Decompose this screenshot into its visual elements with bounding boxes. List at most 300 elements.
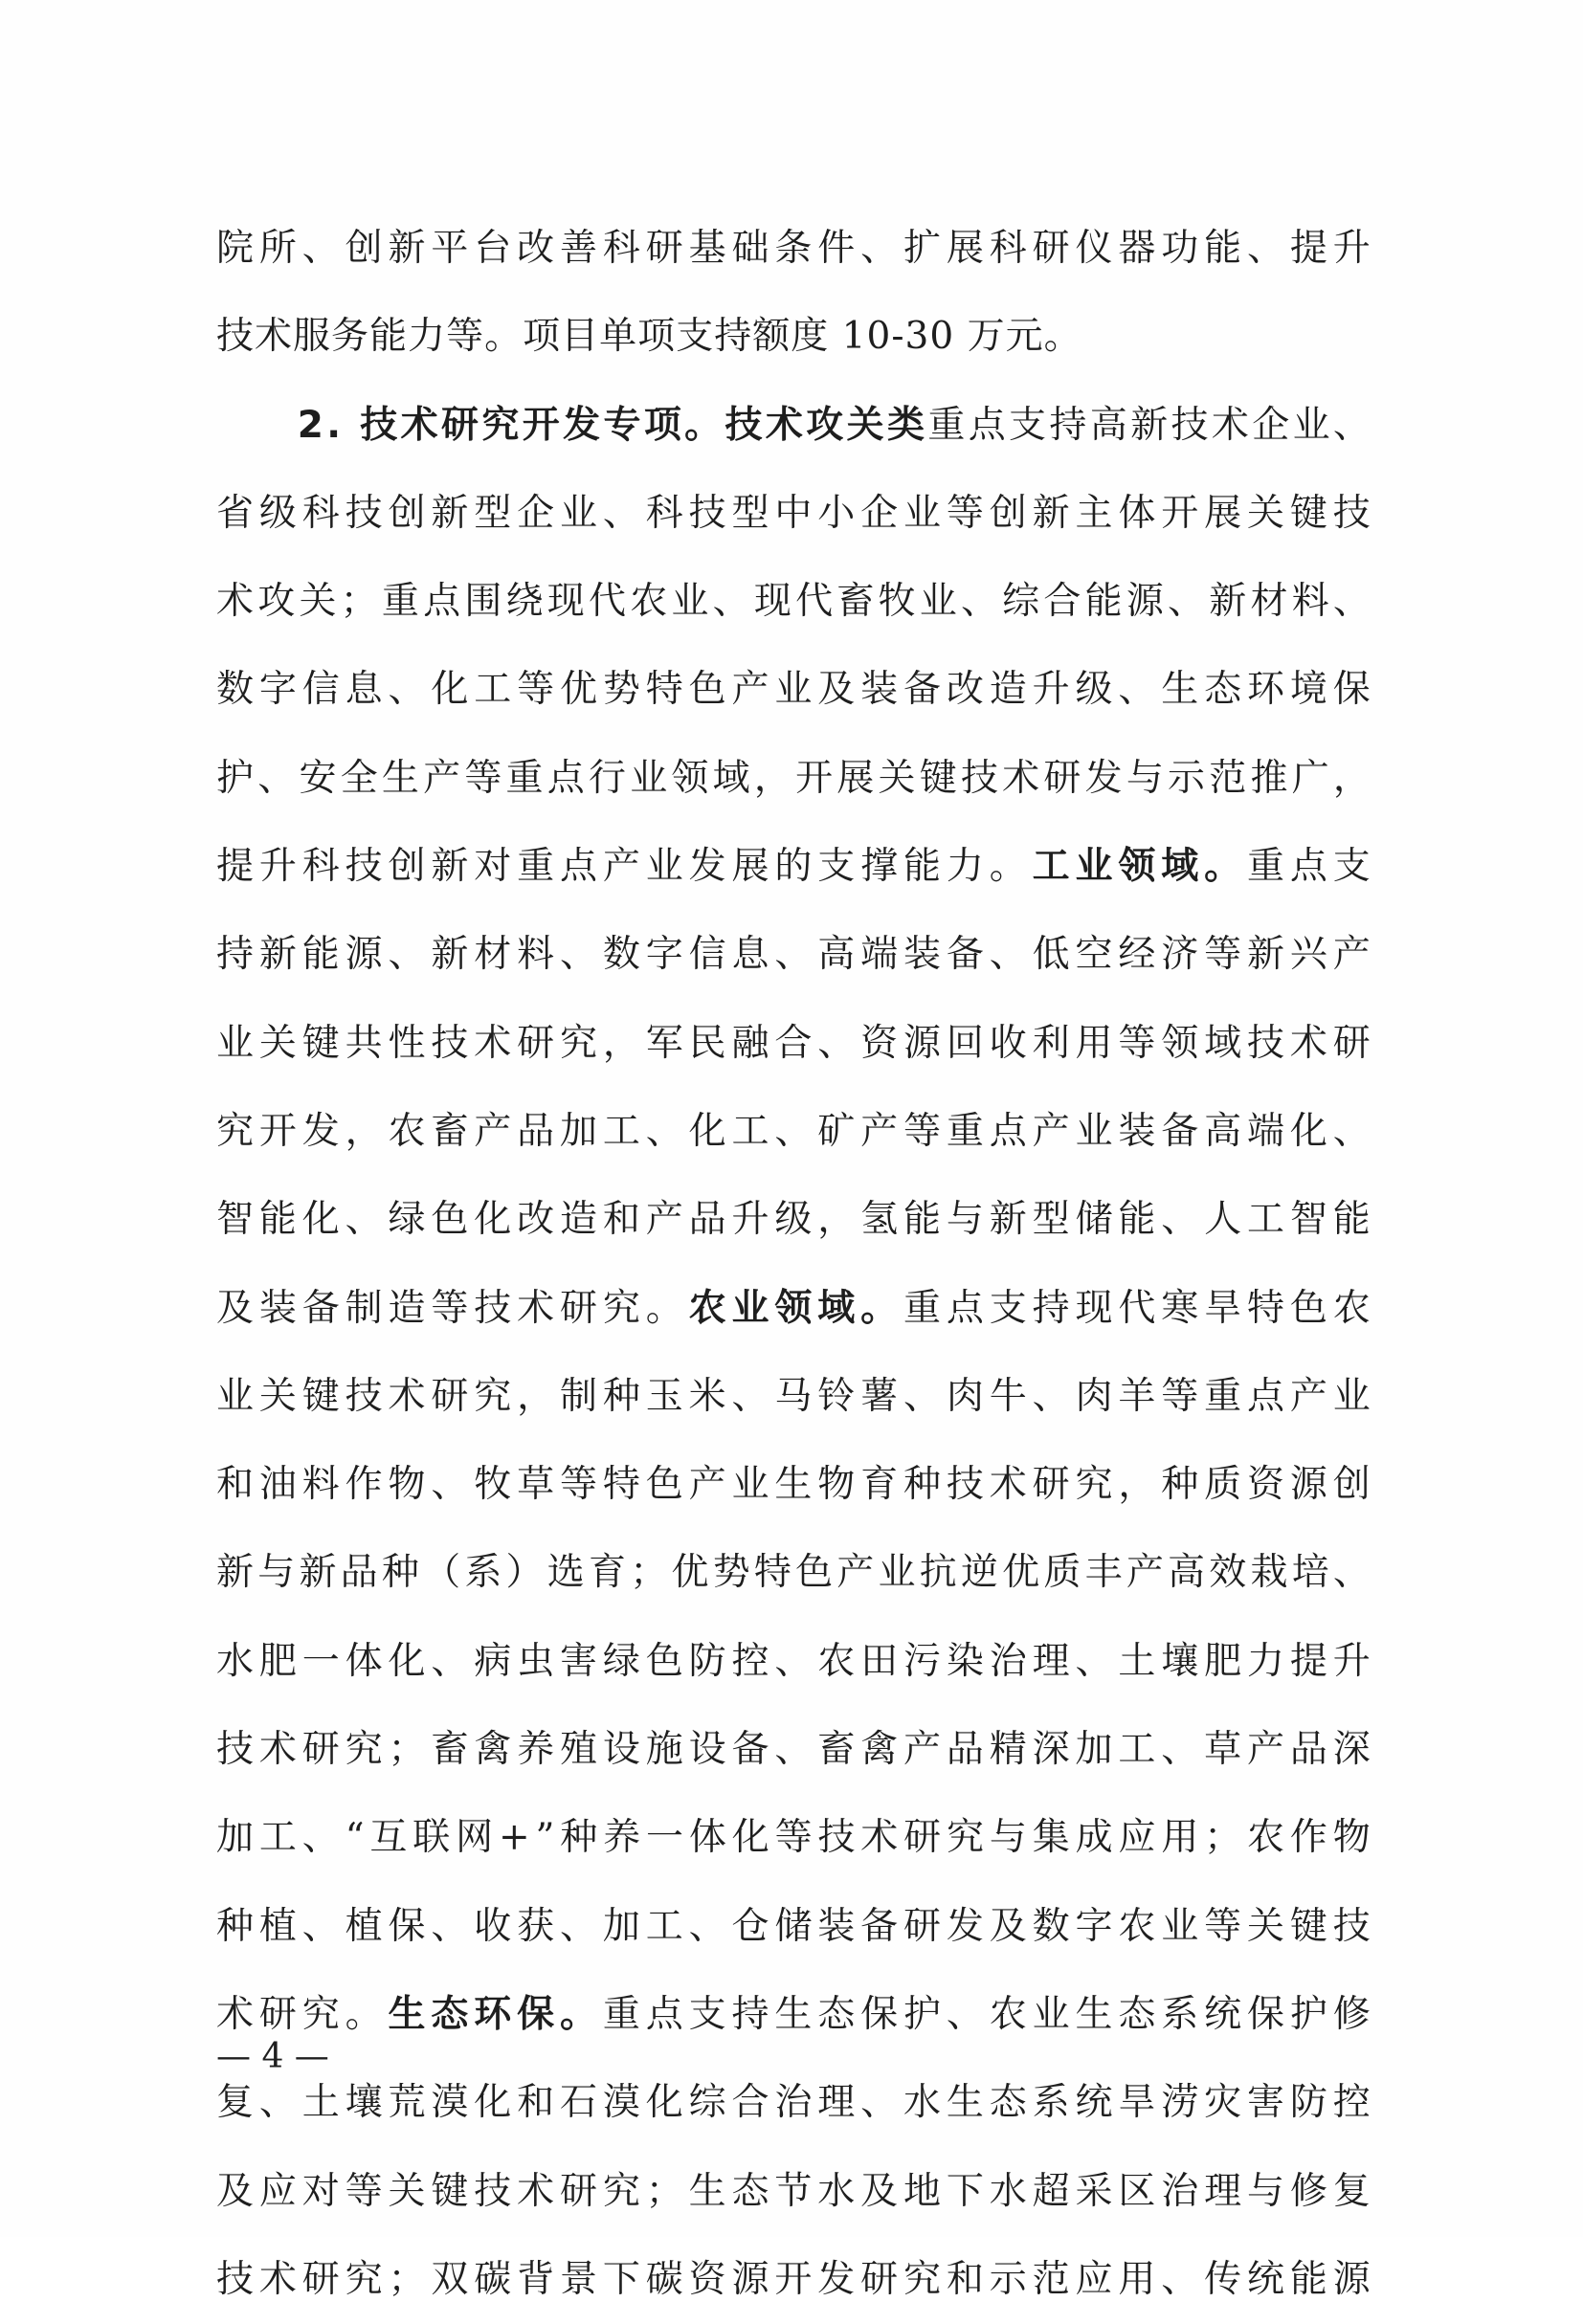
text-char: 复	[216, 2081, 255, 2125]
text-char: 代	[588, 580, 626, 624]
text-char: 化	[731, 1816, 769, 1860]
text-char: 、	[560, 1904, 598, 1948]
text-char: 备	[903, 668, 942, 712]
text-char: 对	[301, 2169, 340, 2213]
text-char: 合	[731, 2081, 769, 2125]
text-char: 改	[946, 668, 984, 712]
text-char: 仪	[1075, 227, 1113, 270]
text-char: 持	[714, 315, 752, 359]
text-char: 、	[560, 933, 598, 977]
text-char: 的	[774, 845, 813, 889]
text-char: 景	[560, 2257, 598, 2301]
body-text	[216, 205, 1371, 2324]
text-char: 产	[645, 1198, 683, 1242]
text-line	[216, 823, 1371, 911]
text-char: 域	[1204, 1021, 1242, 1065]
text-char: 技	[1171, 403, 1209, 447]
text-char: 米	[688, 1374, 726, 1418]
text-char: 壤	[1161, 1639, 1199, 1683]
bold-heading-char: 开	[522, 403, 560, 447]
text-char: 点	[1289, 845, 1327, 889]
text-char: 制	[345, 1286, 383, 1330]
text-char: 养	[603, 1816, 641, 1860]
text-char: 业	[1332, 1374, 1371, 1418]
text-char: 产	[423, 756, 461, 800]
text-char: 、	[388, 668, 426, 712]
text-char: 品	[340, 1551, 378, 1595]
text-char: 能	[903, 845, 942, 889]
text-char: 选	[546, 1551, 585, 1595]
text-char: 与	[1126, 756, 1164, 800]
text-char: 产	[860, 1109, 899, 1153]
text-char: 物	[388, 1463, 426, 1507]
text-char: 重	[517, 845, 555, 889]
text-char: 色	[645, 1463, 683, 1507]
text-char: 农	[1332, 1286, 1371, 1330]
text-char: 能	[1118, 1198, 1156, 1242]
text-char: 地	[903, 2169, 942, 2213]
text-line	[216, 1529, 1371, 1617]
text-char: 技	[946, 1463, 984, 1507]
text-char: 键	[919, 756, 957, 800]
text-char: 回	[946, 1021, 984, 1065]
text-char: 畜	[431, 1109, 469, 1153]
text-char: 业	[1075, 1109, 1113, 1153]
bold-heading-char: 研	[441, 403, 479, 447]
text-char: 品	[1289, 1728, 1327, 1772]
text-char: 、	[960, 580, 998, 624]
text-char: 。	[484, 315, 523, 359]
text-char: 培	[1291, 1551, 1329, 1595]
text-char: 畜	[836, 580, 875, 624]
text-char: 种	[560, 1816, 598, 1860]
text-char: 企	[517, 491, 555, 535]
text-char: 科	[301, 845, 340, 889]
text-char: 系	[1161, 1992, 1199, 2036]
text-char: 济	[1161, 933, 1199, 977]
text-char: 农	[817, 1639, 856, 1683]
text-char: 基	[688, 227, 726, 270]
text-char: 染	[946, 1639, 984, 1683]
text-char: 铃	[817, 1374, 856, 1418]
text-char: 技	[960, 756, 998, 800]
text-char	[954, 293, 966, 381]
text-char: 育	[860, 1463, 899, 1507]
text-char: ；	[388, 1728, 426, 1772]
text-char: 扩	[903, 227, 942, 270]
text-char: +	[498, 1816, 530, 1860]
text-char: 能	[1084, 580, 1123, 624]
text-char: 点	[946, 1286, 984, 1330]
text-char: 技	[1247, 1021, 1285, 1065]
text-line	[216, 1265, 1371, 1353]
text-char: 技	[1332, 491, 1371, 535]
text-line	[216, 2059, 1371, 2147]
text-char: 土	[301, 2081, 340, 2125]
text-char: 背	[517, 2257, 555, 2301]
text-char: 技	[345, 845, 383, 889]
bold-heading-char: 工	[1032, 845, 1070, 889]
text-char: 治	[1161, 2169, 1199, 2213]
text-char: 牛	[989, 1374, 1027, 1418]
text-char: 联	[412, 1816, 451, 1860]
text-char: 技	[688, 491, 726, 535]
bold-heading-char: 生	[388, 1992, 426, 2036]
text-char: 仓	[731, 1904, 769, 1948]
text-char: 术	[388, 1374, 426, 1418]
bold-heading-char: 领	[774, 1286, 813, 1330]
text-char: 体	[345, 1639, 383, 1683]
text-char: 畜	[817, 1728, 856, 1772]
text-char: 源	[1289, 1463, 1327, 1507]
text-char: 研	[903, 1904, 942, 1948]
text-char: 字	[645, 933, 683, 977]
text-char: 术	[860, 1816, 899, 1860]
text-char: 储	[1075, 1198, 1113, 1242]
text-char: 力	[408, 315, 446, 359]
text-char: 研	[517, 1021, 555, 1065]
text-char: 互	[369, 1816, 408, 1860]
text-char: 创	[1332, 1463, 1371, 1507]
text-char: 装	[860, 668, 899, 712]
text-char: 肥	[258, 1639, 297, 1683]
text-char: 施	[645, 1728, 683, 1772]
text-char: 项	[523, 315, 561, 359]
text-char: 级	[1075, 668, 1113, 712]
text-char: 究	[301, 1992, 340, 2036]
text-char: 化	[645, 2081, 683, 2125]
text-char: ）	[505, 1551, 544, 1595]
text-char: 生	[774, 1992, 813, 2036]
text-char: 获	[517, 1904, 555, 1948]
text-char: 全	[340, 756, 378, 800]
text-char: 制	[560, 1374, 598, 1418]
text-char: 0	[929, 315, 954, 359]
text-char: 数	[602, 933, 640, 977]
text-char: 体	[1118, 491, 1156, 535]
text-line	[216, 205, 1371, 293]
text-char: 业	[645, 845, 683, 889]
text-char: 质	[1043, 1551, 1081, 1595]
text-char: 抗	[919, 1551, 957, 1595]
text-char: 、	[1168, 580, 1206, 624]
text-char: 究	[903, 2257, 942, 2301]
text-char: 度	[791, 315, 829, 359]
text-char: 务	[331, 315, 369, 359]
text-char: 一	[646, 1816, 684, 1860]
text-char: 、	[903, 1374, 942, 1418]
text-char: 产	[1247, 1728, 1285, 1772]
text-char: 复	[1332, 2169, 1371, 2213]
text-char: 型	[731, 491, 769, 535]
text-char: 产	[1032, 1109, 1070, 1153]
text-char: 理	[1204, 2169, 1242, 2213]
text-char: 植	[258, 1904, 297, 1948]
text-char: 土	[1118, 1639, 1156, 1683]
text-char: 术	[216, 580, 255, 624]
text-char: 生	[946, 2081, 984, 2125]
text-char: 绿	[388, 1198, 426, 1242]
text-char: 肉	[946, 1374, 984, 1418]
text-char: 品	[946, 1728, 984, 1772]
text-char: 技	[474, 2169, 512, 2213]
text-char: 等	[560, 1463, 598, 1507]
text-char: 。	[345, 1992, 383, 2036]
text-char: 0	[866, 315, 891, 359]
text-char: 农	[989, 1992, 1027, 2036]
text-char: 、	[774, 1109, 813, 1153]
text-char: 应	[1075, 2257, 1113, 2301]
text-char: 区	[1118, 2169, 1156, 2213]
text-char: 中	[774, 491, 813, 535]
text-char: 生	[381, 756, 419, 800]
text-line	[216, 2236, 1371, 2324]
text-char: 及	[989, 1904, 1027, 1948]
bold-heading-char: 态	[431, 1992, 469, 2036]
text-char: 技	[216, 1728, 255, 1772]
text-char: 研	[301, 2257, 340, 2301]
text-char: 产	[1126, 1551, 1164, 1595]
text-char: 禽	[860, 1728, 899, 1772]
text-char: 造	[388, 1286, 426, 1330]
text-char: 、	[989, 933, 1027, 977]
text-line	[216, 646, 1371, 734]
text-char: 涝	[1161, 2081, 1199, 2125]
text-char: 、	[774, 1728, 813, 1772]
text-char: 智	[216, 1198, 255, 1242]
text-char: 种	[602, 1374, 640, 1418]
text-char: 关	[1247, 491, 1285, 535]
text-char: 、	[1332, 1109, 1371, 1153]
text-char: ，	[1118, 1463, 1156, 1507]
text-char: 工	[258, 1816, 297, 1860]
text-char: 点	[989, 1109, 1027, 1153]
text-char: 业	[560, 491, 598, 535]
text-char: 安	[299, 756, 337, 800]
text-char: 色	[795, 1551, 834, 1595]
text-char: 与	[946, 1198, 984, 1242]
text-char: 、	[1161, 1198, 1199, 1242]
text-char: 特	[753, 1551, 792, 1595]
text-char: 、	[1247, 227, 1285, 270]
text-char: 数	[216, 668, 255, 712]
text-char: 关	[299, 580, 337, 624]
text-char: 新	[388, 227, 426, 270]
text-char: 兴	[1289, 933, 1327, 977]
text-char: 产	[731, 668, 769, 712]
text-char: 究	[560, 1021, 598, 1065]
text-char: 研	[903, 1816, 942, 1860]
text-char: 水	[216, 1639, 255, 1683]
text-char: 业	[1161, 1904, 1199, 1948]
text-char: 种	[903, 1463, 942, 1507]
text-char: 化	[688, 1109, 726, 1153]
text-char: 生	[1075, 1992, 1113, 2036]
text-char: 禽	[474, 1728, 512, 1772]
text-char: 等	[431, 1286, 469, 1330]
text-char: 础	[731, 227, 769, 270]
text-char: 示	[989, 2257, 1027, 2301]
text-char: ，	[345, 1109, 383, 1153]
text-char: 系	[1032, 2081, 1070, 2125]
text-char: 色	[688, 668, 726, 712]
bold-heading-char: 保	[517, 1992, 555, 2036]
text-char: 储	[774, 1904, 813, 1948]
text-char: 应	[258, 2169, 297, 2213]
text-char: 肉	[1075, 1374, 1113, 1418]
text-char: 重	[505, 756, 544, 800]
bold-heading-char: 领	[1118, 845, 1156, 889]
text-char: 备	[731, 1728, 769, 1772]
text-char: 键	[301, 1374, 340, 1418]
text-char: 项	[637, 315, 676, 359]
text-char: 病	[474, 1639, 512, 1683]
text-char: 支	[676, 315, 714, 359]
text-char: 、	[301, 227, 340, 270]
text-char: 高	[1168, 1551, 1206, 1595]
text-char: 逆	[960, 1551, 998, 1595]
text-char: 水	[817, 2169, 856, 2213]
text-char: 技	[216, 315, 255, 359]
text-char: 加	[216, 1816, 255, 1860]
text-char: 键	[431, 2169, 469, 2213]
text-char: 一	[301, 1639, 340, 1683]
text-char: 肥	[1204, 1639, 1242, 1683]
text-char: 改	[517, 227, 555, 270]
text-char: 综	[1002, 580, 1040, 624]
text-char: 攻	[257, 580, 296, 624]
text-char: 和	[946, 2257, 984, 2301]
text-char: 田	[860, 1639, 899, 1683]
text-line	[216, 1000, 1371, 1088]
text-char: 综	[688, 2081, 726, 2125]
text-char: 等	[446, 315, 484, 359]
text-char: 漠	[602, 2081, 640, 2125]
text-char: 作	[345, 1463, 383, 1507]
text-char: 及	[216, 2169, 255, 2213]
text-char: 持	[1049, 403, 1087, 447]
text-char: 、	[645, 1109, 683, 1153]
text-line	[216, 1176, 1371, 1264]
text-char: 高	[1204, 1109, 1242, 1153]
bold-heading-char: 。	[684, 403, 723, 447]
text-char: 等	[1204, 933, 1242, 977]
text-char: 石	[560, 2081, 598, 2125]
text-char: 支	[1009, 403, 1047, 447]
text-char: 产	[836, 1551, 875, 1595]
text-char: 技	[474, 1286, 512, 1330]
text-char: 玉	[645, 1374, 683, 1418]
text-char: 升	[258, 845, 297, 889]
text-char: 研	[1032, 227, 1070, 270]
text-char: 保	[1332, 668, 1371, 712]
text-char: 台	[474, 227, 512, 270]
text-char: 势	[712, 1551, 750, 1595]
text-char: 态	[731, 2169, 769, 2213]
text-char: 资	[860, 1021, 899, 1065]
text-char: 示	[1168, 756, 1206, 800]
text-line	[216, 1353, 1371, 1441]
bold-heading-char: 发	[563, 403, 601, 447]
text-char: 物	[817, 1463, 856, 1507]
text-char: 薯	[860, 1374, 899, 1418]
text-char: 域	[712, 756, 750, 800]
text-char: 、	[1032, 1374, 1070, 1418]
text-char: 术	[1211, 403, 1249, 447]
text-char: 成	[1075, 1816, 1113, 1860]
text-char: 展	[836, 756, 875, 800]
text-char: 生	[774, 1463, 813, 1507]
bold-heading-char: 域	[817, 1286, 856, 1330]
text-char: 业	[903, 491, 942, 535]
text-line	[216, 2148, 1371, 2236]
text-char: 绿	[602, 1639, 640, 1683]
text-char: 重	[1204, 1374, 1242, 1418]
text-char: 键	[301, 1021, 340, 1065]
text-char: 控	[1332, 2081, 1371, 2125]
text-char: 支	[1332, 845, 1371, 889]
text-char: 及	[216, 1286, 255, 1330]
text-char: 优	[1002, 1551, 1040, 1595]
text-char: 术	[1289, 1021, 1327, 1065]
text-char: ；	[1204, 1816, 1242, 1860]
text-char: 展	[1204, 491, 1242, 535]
text-char: 、	[1332, 1551, 1371, 1595]
text-char: 畜	[431, 1728, 469, 1772]
text-char: 用	[1161, 1816, 1199, 1860]
text-line	[216, 470, 1371, 558]
text-char: ，	[517, 1374, 555, 1418]
text-char: 合	[1043, 580, 1081, 624]
bold-heading-char: 术	[765, 403, 803, 447]
text-char: 壤	[345, 2081, 383, 2125]
text-line	[216, 1794, 1371, 1882]
text-char: 关	[878, 756, 916, 800]
text-char: 丰	[1084, 1551, 1123, 1595]
text-char: 术	[258, 2257, 297, 2301]
text-char: 力	[1247, 1639, 1285, 1683]
text-char: 下	[946, 2169, 984, 2213]
text-char: 治	[774, 2081, 813, 2125]
text-char: 修	[1332, 1992, 1371, 2036]
text-char: 双	[431, 2257, 469, 2301]
text-char: 息	[345, 668, 383, 712]
text-char: 研	[431, 1374, 469, 1418]
text-char: 保	[860, 1992, 899, 2036]
text-char: 矿	[817, 1109, 856, 1153]
text-char: 展	[731, 845, 769, 889]
text-char: 重	[1247, 845, 1285, 889]
text-char: 元	[1005, 315, 1043, 359]
text-char: 资	[688, 2257, 726, 2301]
text-char: 色	[1289, 1286, 1327, 1330]
text-char: 态	[817, 1992, 856, 2036]
text-char: 性	[388, 1021, 426, 1065]
text-char: 低	[1032, 933, 1070, 977]
text-char: 能	[1289, 2257, 1327, 2301]
bold-heading-char: 专	[603, 403, 641, 447]
text-char: 化	[388, 1639, 426, 1683]
text-char: 及	[817, 668, 856, 712]
bold-heading-char: 技	[725, 403, 763, 447]
text-char: 功	[1161, 227, 1199, 270]
text-char: 关	[258, 1374, 297, 1418]
text-char: 重	[927, 403, 966, 447]
text-char: 、	[817, 1021, 856, 1065]
text-char: ；	[645, 2169, 683, 2213]
text-char: 等	[946, 491, 984, 535]
text-char: 备	[301, 1286, 340, 1330]
